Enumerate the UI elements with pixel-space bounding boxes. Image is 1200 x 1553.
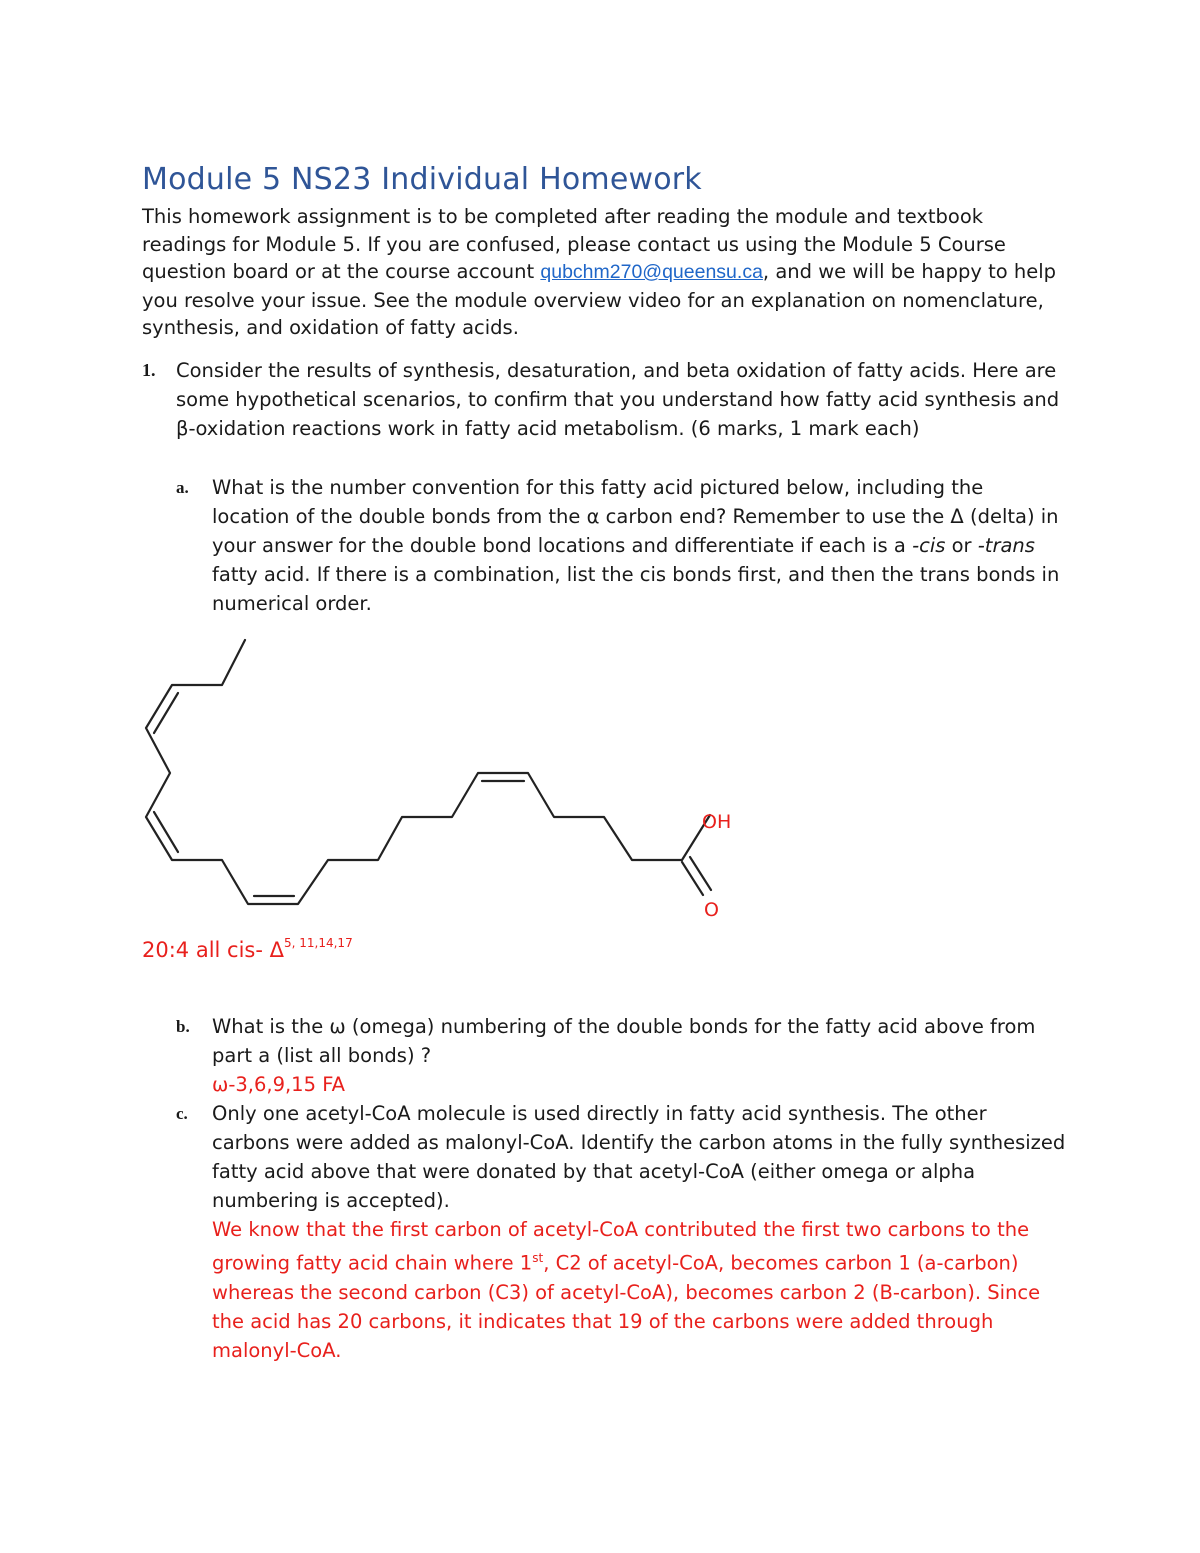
trans-term: -trans — [977, 534, 1035, 557]
intro-text-2: , and we will be happy to help you resolve your issue. See the module overview video for an explanation on nomenclature, synthesis, and oxidation of fatty acids. — [142, 260, 1057, 339]
carbonyl-oxygen-label: O — [704, 899, 719, 921]
part-a-label: a. — [176, 478, 189, 497]
part-a-answer-superscript: 5, 11,14,17 — [284, 936, 353, 950]
question-1-text: Consider the results of synthesis, desaturation, and beta oxidation of fatty acids. Here are some hypothetical scenarios, to confirm that you understand how fatty acid synthesis and β-oxidation reactions work in fatty acid metabolism. (6 marks, 1 mark each) — [176, 359, 1060, 440]
carboxyl-carbonyl-line-1 — [682, 862, 703, 895]
part-a-answer: 20:4 all cis- Δ$^{5, 11,14,17}$ — [142, 936, 353, 962]
part-a-text: What is the number convention for this fatty acid pictured below, including the location of the double bonds from the α carbon end? Remember to use the Δ (delta) in your answer for the double bond locations and differentiate if each is a -cis or -trans fatty acid. If there is a combination, list the cis bonds first, and then the trans bonds in numerical order. — [212, 476, 1060, 615]
part-b — [176, 1012, 1066, 1099]
cis-double-bond-2 — [154, 812, 178, 852]
fatty-acid-structure — [130, 630, 770, 930]
question-1 — [142, 356, 1072, 443]
page-title: Module 5 NS23 Individual Homework — [142, 162, 702, 197]
part-c — [176, 1099, 1066, 1365]
carbon-chain — [146, 640, 710, 904]
carboxyl-carbonyl-line-2 — [690, 857, 711, 890]
part-b-text: What is the ω (omega) numbering of the double bonds for the fatty acid above from part a (list all bonds) ? — [212, 1015, 1036, 1067]
part-c-answer: We know that the first carbon of acetyl-CoA contributed the first two carbons to the growing fatty acid chain where 1st, C2 of acetyl-CoA, becomes carbon 1 (a-carbon) whereas the second carbon (C3) of acetyl-CoA), becomes carbon 2 (B-carbon). Since the acid has 20 carbons, it indicates that 19 of the carbons were added through malonyl-CoA. — [212, 1218, 1041, 1362]
course-email-link[interactable]: qubchm270@queensu.ca — [540, 261, 763, 283]
intro-paragraph — [142, 203, 1072, 342]
cis-term: -cis — [912, 534, 946, 557]
hydroxyl-label: OH — [702, 811, 732, 833]
question-1-number: 1. — [142, 360, 156, 380]
intro-text-1: This homework assignment is to be completed after reading the module and textbook readings for Module 5. If you are confused, please contact us using the Module 5 Course question board or at the course account — [142, 205, 1006, 283]
part-b-answer: ω-3,6,9,15 FA — [212, 1073, 345, 1096]
cis-double-bond-1 — [154, 693, 178, 733]
part-b-label: b. — [176, 1017, 190, 1036]
part-a — [176, 473, 1066, 618]
carbon-skeleton — [146, 640, 711, 904]
part-c-label: c. — [176, 1104, 188, 1123]
part-c-text: Only one acetyl-CoA molecule is used directly in fatty acid synthesis. The other carbons were added as malonyl-CoA. Identify the carbon atoms in the fully synthesized fatty acid above that were donated by that acetyl-CoA (either omega or alpha numbering is accepted). — [212, 1102, 1066, 1212]
